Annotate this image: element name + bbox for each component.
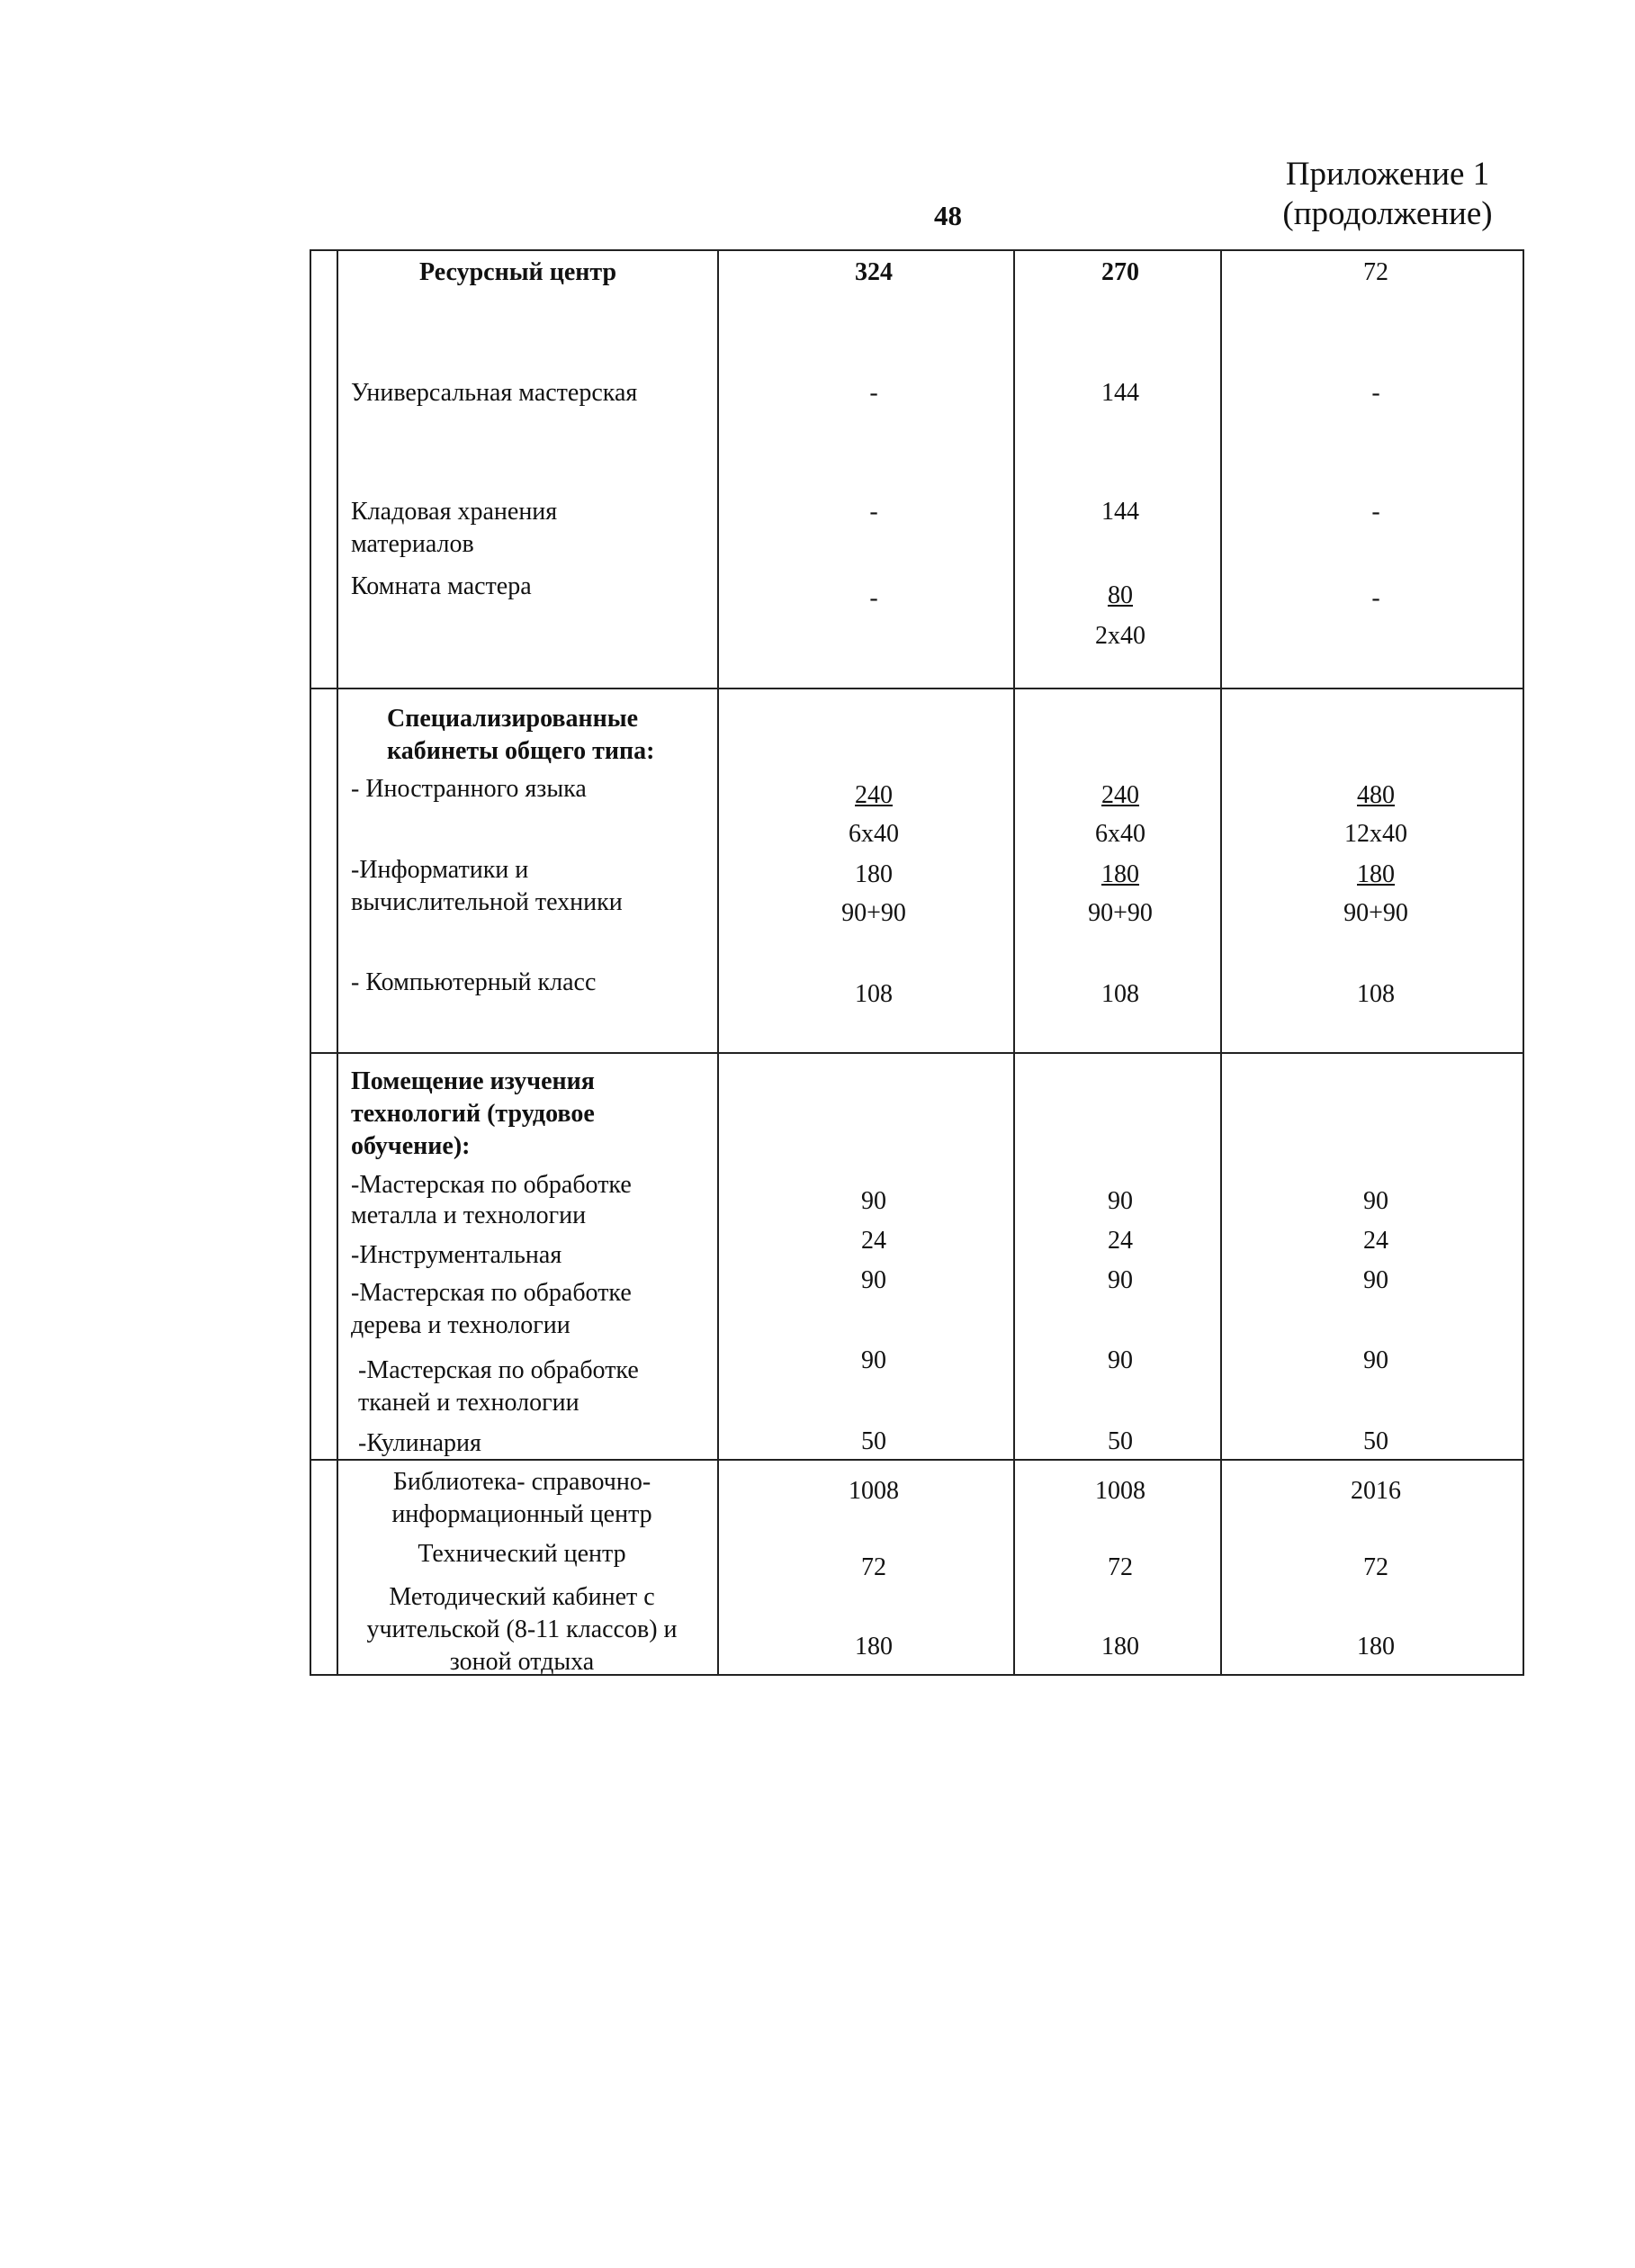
- cell-value: 90: [1108, 1346, 1133, 1374]
- appendix-title: Приложение 1: [1285, 156, 1490, 193]
- resource-center-title: Ресурсный центр: [419, 258, 617, 286]
- cell-value: 180: [1357, 860, 1395, 888]
- cell-value: 180: [855, 1633, 893, 1660]
- cell-value: 50: [861, 1427, 886, 1455]
- cell-value: 480: [1357, 781, 1395, 809]
- section-divider: [311, 688, 1523, 689]
- row-label: зоной отдыха: [449, 1648, 595, 1676]
- cell-value: -: [869, 379, 878, 407]
- resource-center-value-3: 72: [1363, 258, 1388, 286]
- cell-value: 72: [1363, 1553, 1388, 1581]
- row-label: материалов: [351, 530, 474, 558]
- cell-value: 108: [1101, 980, 1139, 1008]
- cell-value: 90+90: [1343, 899, 1408, 927]
- cell-value: 180: [1101, 860, 1139, 888]
- cell-value: 24: [861, 1227, 886, 1255]
- technology-title: Помещение изучения: [351, 1067, 595, 1095]
- cell-value: 90+90: [841, 899, 906, 927]
- cell-value: 12x40: [1344, 820, 1407, 848]
- cell-value: 72: [1108, 1553, 1133, 1581]
- cell-value: -: [869, 498, 878, 526]
- row-label: Комната мастера: [351, 572, 532, 600]
- section-divider: [311, 1052, 1523, 1054]
- row-label: дерева и технологии: [351, 1311, 570, 1339]
- cell-value: 1008: [1095, 1477, 1145, 1505]
- cell-value: 90: [1363, 1187, 1388, 1215]
- technology-title: технологий (трудовое: [351, 1100, 595, 1128]
- cell-value: 90: [861, 1187, 886, 1215]
- cell-value: 2016: [1351, 1477, 1401, 1505]
- cell-value: 180: [1357, 1633, 1395, 1660]
- cell-value: 180: [1101, 1633, 1139, 1660]
- row-label: -Информатики и: [351, 856, 529, 884]
- appendix-subtitle: (продолжение): [1282, 195, 1493, 232]
- appendix-heading: [1271, 155, 1505, 234]
- cell-value: 24: [1108, 1227, 1133, 1255]
- cell-value: 240: [855, 781, 893, 809]
- cell-value: 180: [855, 860, 893, 888]
- resource-center-value-1: 324: [855, 258, 893, 286]
- page-number: 48: [934, 200, 962, 231]
- row-label: информационный центр: [391, 1500, 652, 1528]
- row-label: - Иностранного языка: [351, 775, 587, 803]
- row-label: - Компьютерный класс: [351, 968, 597, 996]
- row-label: Технический центр: [418, 1540, 626, 1568]
- cell-value: 2x40: [1095, 622, 1145, 650]
- specialized-title: Специализированные: [387, 705, 639, 733]
- row-label: Кладовая хранения: [351, 498, 558, 526]
- cell-value: 90: [861, 1266, 886, 1294]
- cell-value: 90+90: [1088, 899, 1153, 927]
- cell-value: 1008: [849, 1477, 899, 1505]
- cell-value: -: [1371, 584, 1380, 612]
- specialized-title: кабинеты общего типа:: [387, 737, 655, 765]
- cell-value: 144: [1101, 498, 1139, 526]
- row-label: учительской (8-11 классов) и: [366, 1616, 678, 1643]
- cell-value: 50: [1363, 1427, 1388, 1455]
- cell-value: 72: [861, 1553, 886, 1581]
- cell-value: 240: [1101, 781, 1139, 809]
- cell-value: -: [1371, 498, 1380, 526]
- cell-value: 80: [1108, 581, 1133, 609]
- technology-title: обучение):: [351, 1132, 471, 1160]
- cell-value: 50: [1108, 1427, 1133, 1455]
- cell-value: 144: [1101, 379, 1139, 407]
- row-label: вычислительной техники: [351, 888, 623, 916]
- resource-center-value-2: 270: [1101, 258, 1139, 286]
- cell-value: 24: [1363, 1227, 1388, 1255]
- cell-value: 90: [861, 1346, 886, 1374]
- row-label: -Мастерская по обработке: [351, 1279, 632, 1307]
- row-label: Универсальная мастерская: [351, 379, 638, 407]
- row-label: -Инструментальная: [351, 1241, 562, 1269]
- row-label: Методический кабинет с: [389, 1583, 655, 1611]
- row-label: -Мастерская по обработке: [351, 1171, 632, 1199]
- cell-value: 90: [1108, 1266, 1133, 1294]
- cell-value: 108: [855, 980, 893, 1008]
- row-label: тканей и технологии: [358, 1389, 579, 1417]
- cell-value: 90: [1108, 1187, 1133, 1215]
- row-label: Библиотека- справочно-: [392, 1468, 651, 1496]
- cell-value: -: [1371, 379, 1380, 407]
- row-label: -Кулинария: [358, 1429, 481, 1457]
- cell-value: 90: [1363, 1266, 1388, 1294]
- row-label: металла и технологии: [351, 1202, 587, 1229]
- row-label: -Мастерская по обработке: [358, 1356, 639, 1384]
- cell-value: 6x40: [849, 820, 899, 848]
- cell-value: -: [869, 584, 878, 612]
- cell-value: 6x40: [1095, 820, 1145, 848]
- cell-value: 90: [1363, 1346, 1388, 1374]
- cell-value: 108: [1357, 980, 1395, 1008]
- section-divider: [311, 1459, 1523, 1461]
- rooms-table: [310, 249, 1524, 1676]
